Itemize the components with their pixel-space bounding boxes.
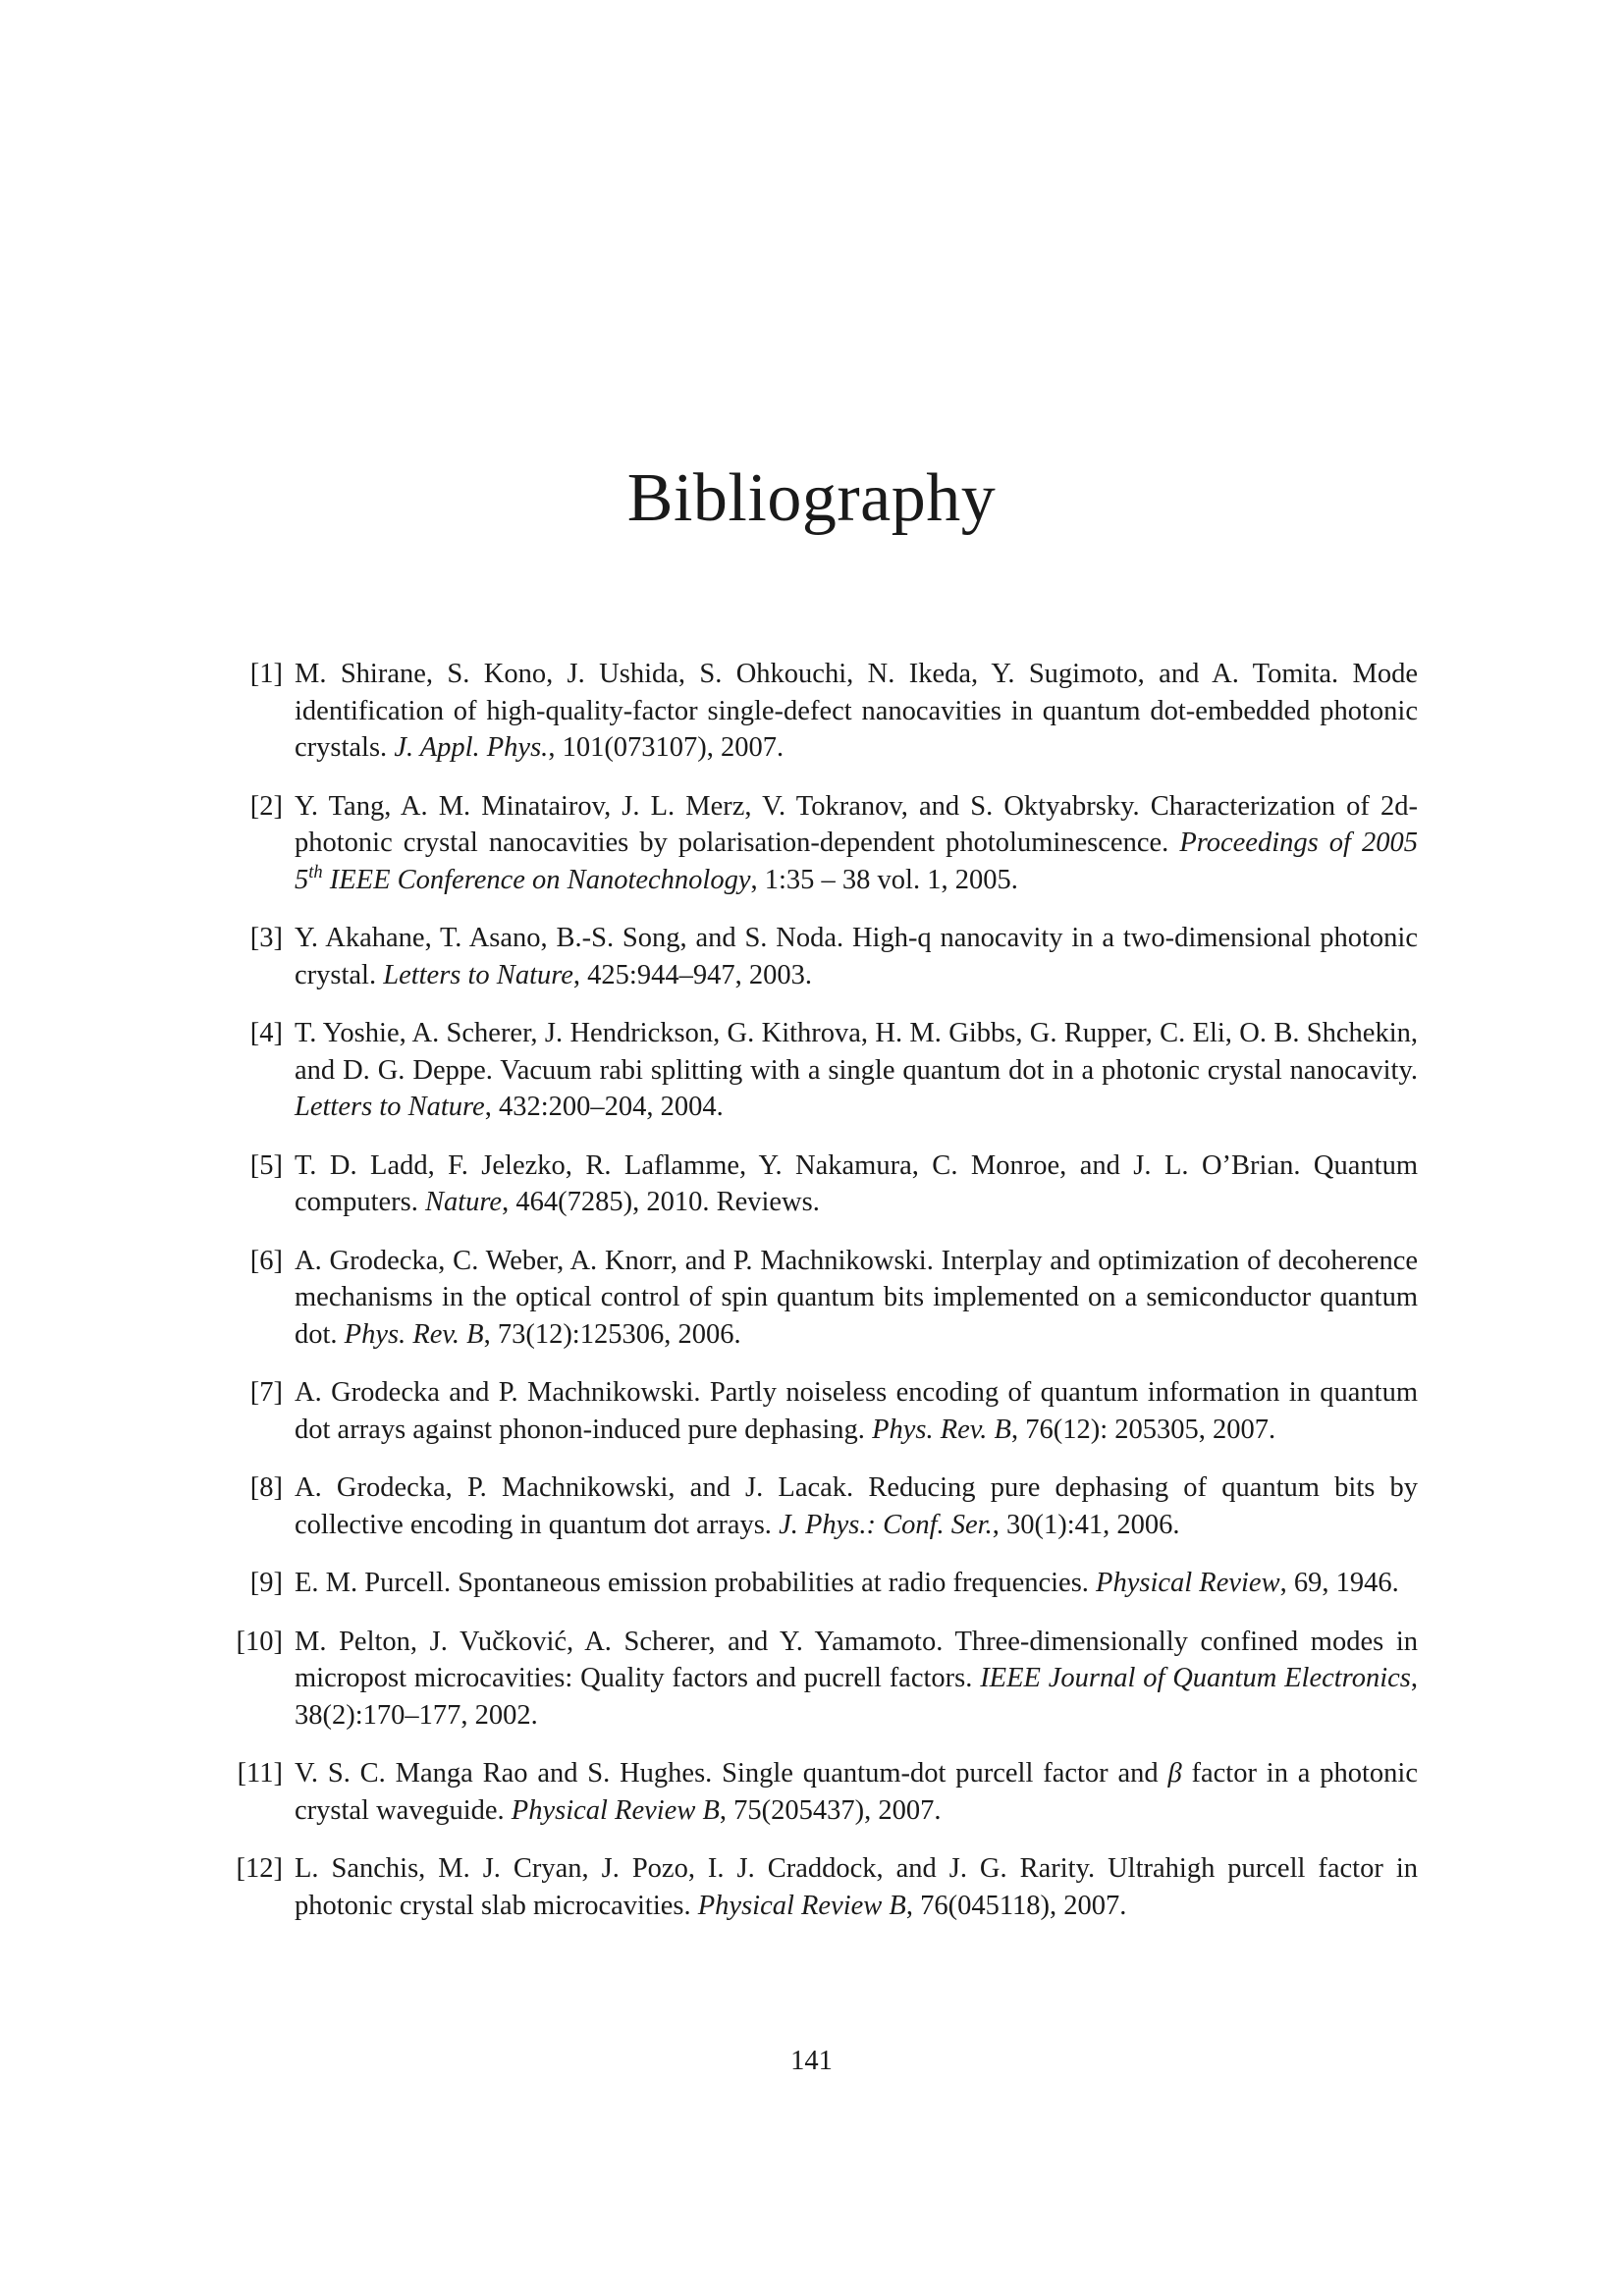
reference-text: L. Sanchis, M. J. Cryan, J. Pozo, I. J. Craddock, and J. G. Rarity. Ultrahigh purcell factor in photonic crystal slab microcavities. Physical Review B, 76(045118), 2007. [295,1853,1418,1921]
reference-number: [8] [249,1472,283,1503]
reference-number: [10] [236,1626,283,1657]
reference-entry [228,1565,1418,1602]
reference-number: [2] [249,790,283,822]
reference-number: [3] [249,923,283,953]
journal-name: Physical Review B [697,1890,906,1921]
journal-name: J. Appl. Phys. [394,732,549,763]
journal-name: Proceedings of 2005 5th IEEE Conference on Nanotechnology [295,828,1418,895]
journal-name: Letters to Nature [383,959,573,990]
journal-name: Phys. Rev. B [344,1318,484,1350]
reference-entry [228,1374,1418,1448]
reference-entry [228,656,1418,767]
reference-entry [228,1243,1418,1354]
reference-entry [228,1015,1418,1126]
reference-text: T. D. Ladd, F. Jelezko, R. Laflamme, Y. Nakamura, C. Monroe, and J. L. O’Brian. Quantum computers. Nature, 464(7285), 2010. Reviews. [295,1149,1418,1217]
reference-text: V. S. C. Manga Rao and S. Hughes. Single quantum-dot purcell factor and β factor in a photonic crystal waveguide. Physical Review B, 75(205437), 2007. [295,1758,1418,1826]
reference-text: Y. Tang, A. M. Minatairov, J. L. Merz, V. Tokranov, and S. Oktyabrsky. Characterization of 2d-photonic crystal nanocavities by polarisation-dependent photoluminescence. Proceedings of 2005 5th IEEE Conference on Nanotechnology, 1:35 – 38 vol. 1, 2005. [295,790,1418,895]
reference-text: A. Grodecka and P. Machnikowski. Partly noiseless encoding of quantum information in quantum dot arrays against phonon-induced pure dephasing. Phys. Rev. B, 76(12): 205305, 2007. [295,1377,1418,1445]
reference-text: E. M. Purcell. Spontaneous emission probabilities at radio frequencies. Physical Review, 69, 1946. [295,1568,1399,1598]
journal-name: Nature [424,1187,503,1217]
journal-name: IEEE Journal of Quantum Electronics [980,1663,1411,1693]
journal-name: Physical Review [1096,1568,1280,1598]
reference-number: [9] [249,1568,283,1598]
page-title: Bibliography [626,460,997,536]
reference-number: [12] [236,1853,283,1884]
journal-name: Letters to Nature [295,1092,485,1122]
journal-name: Phys. Rev. B [872,1414,1011,1445]
reference-text: M. Shirane, S. Kono, J. Ushida, S. Ohkouchi, N. Ikeda, Y. Sugimoto, and A. Tomita. Mode identification of high-quality-factor single-defect nanocavities in quantum dot-embedded photonic crystals. J. Appl. Phys., 101(073107), 2007. [295,659,1418,763]
reference-entry [228,1624,1418,1735]
reference-text: A. Grodecka, C. Weber, A. Knorr, and P. Machnikowski. Interplay and optimization of decoherence mechanisms in the optical control of spin quantum bits implemented on a semiconductor quantum dot. Phys. Rev. B, 73(12):125306, 2006. [295,1245,1418,1350]
reference-entry [228,1469,1418,1543]
reference-text: A. Grodecka, P. Machnikowski, and J. Lacak. Reducing pure dephasing of quantum bits by collective encoding in quantum dot arrays. J. Phys.: Conf. Ser., 30(1):41, 2006. [295,1472,1418,1540]
reference-number: [5] [249,1149,283,1181]
reference-text: M. Pelton, J. Vučković, A. Scherer, and Y. Yamamoto. Three-dimensionally confined modes in micropost microcavities: Quality factors and pucrell factors. IEEE Journal of Quantum Electronics, 38(2):170–177, 2002. [295,1626,1418,1731]
journal-name: Physical Review B [511,1794,720,1826]
journal-name: J. Phys.: Conf. Ser. [779,1509,993,1540]
reference-number: [1] [249,659,283,689]
reference-text: T. Yoshie, A. Scherer, J. Hendrickson, G. Kithrova, H. M. Gibbs, G. Rupper, C. Eli, O. B. Shchekin, and D. G. Deppe. Vacuum rabi splitting with a single quantum dot in a photonic crystal nanocavity. Letters to Nature, 432:200–204, 2004. [295,1018,1418,1122]
reference-entry [228,788,1418,899]
reference-number: [4] [249,1018,283,1048]
reference-entry [228,1755,1418,1829]
reference-entry [228,920,1418,993]
reference-entry [228,1148,1418,1221]
reference-number: [6] [249,1245,283,1276]
reference-number: [11] [237,1758,283,1789]
reference-text: Y. Akahane, T. Asano, B.-S. Song, and S. Noda. High-q nanocavity in a two-dimensional photonic crystal. Letters to Nature, 425:944–947, 2003. [295,923,1418,990]
beta-symbol: β [1167,1758,1182,1789]
reference-entry [228,1850,1418,1924]
reference-number: [7] [249,1377,283,1408]
page-number: 141 [790,2046,833,2076]
bibliography-list [228,656,1418,1946]
